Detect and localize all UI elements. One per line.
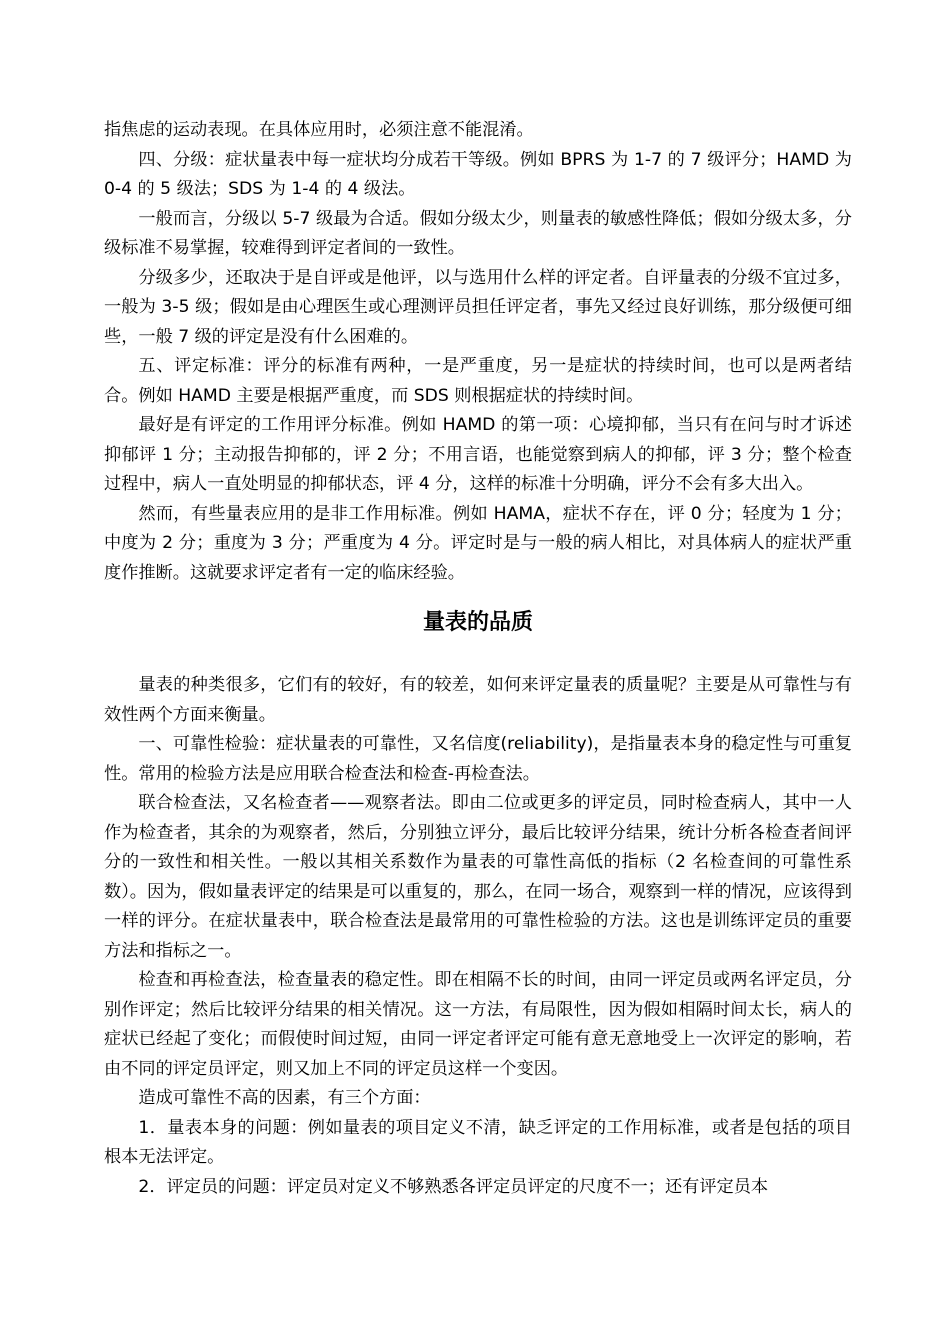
paragraph-rating-criteria: 五、评定标准：评分的标准有两种，一是严重度，另一是症状的持续时间，也可以是两者结合。例如 HAMD 主要是根据严重度，而 SDS 则根据症状的持续时间。: [104, 356, 852, 406]
paragraph-non-working-criteria: 然而，有些量表应用的是非工作用标准。例如 HAMA，症状不存在，评 0 分；轻度为 1 分；中度为 2 分；重度为 3 分；严重度为 4 分。评定时是与一般的病人相比，对具体病人的症状严重度作推断。这就要求评定者有一定的临床经验。: [104, 503, 852, 583]
paragraph-working-criteria: 最好是有评定的工作用评分标准。例如 HAMD 的第一项：心境抑郁，当只有在问与时才诉述抑郁评 1 分；主动报告抑郁的，评 2 分；不用言语，也能觉察到病人的抑郁，评 3 分；整个检查过程中，病人一直处明显的抑郁状态，评 4 分，这样的标准十分明确，评分不会有多大出入。: [104, 415, 852, 494]
paragraph-quality-intro: 量表的种类很多，它们有的较好，有的较差，如何来评定量表的质量呢？主要是从可靠性与有效性两个方面来衡量。: [104, 675, 852, 725]
paragraph-grading: 四、分级：症状量表中每一症状均分成若干等级。例如 BPRS 为 1-7 的 7 级评分；HAMD 为 0-4 的 5 级法；SDS 为 1-4 的 4 级法。: [104, 149, 852, 199]
paragraph-reliability-factors: 造成可靠性不高的因素，有三个方面：: [138, 1088, 431, 1108]
paragraph-continuation: 指焦虑的运动表现。在具体应用时，必须注意不能混淆。: [104, 120, 534, 140]
list-item-rater-issues: 2．评定员的问题：评定员对定义不够熟悉各评定员评定的尺度不一；还有评定员本: [138, 1176, 769, 1197]
paragraph-test-retest: 检查和再检查法，检查量表的稳定性。即在相隔不长的时间，由同一评定员或两名评定员，分别作评定；然后比较评分结果的相关情况。这一方法，有局限性，因为假如相隔时间太长，病人的症状已经起了变化；而假使时间过短，由同一评定者评定可能有意无意地受上一次评定的影响，若由不同的评定员评定，则又加上不同的评定员这样一个变因。: [104, 970, 852, 1079]
paragraph-grading-general: 一般而言，分级以 5-7 级最为合适。假如分级太少，则量表的敏感性降低；假如分级太多，分级标准不易掌握，较难得到评定者间的一致性。: [104, 208, 852, 258]
paragraph-grading-count: 分级多少，还取决于是自评或是他评，以与选用什么样的评定者。自评量表的分级不宜过多，一般为 3-5 级；假如是由心理医生或心理测评员担任评定者，事先又经过良好训练，那分级便可细些，一般 7 级的评定是没有什么困难的。: [104, 267, 852, 347]
list-item-scale-issues: 1．量表本身的问题：例如量表的项目定义不清，缺乏评定的工作用标准，或者是包括的项目根本无法评定。: [104, 1117, 852, 1167]
paragraph-joint-examination: 联合检查法，又名检查者——观察者法。即由二位或更多的评定员，同时检查病人，其中一人作为检查者，其余的为观察者，然后，分别独立评分，最后比较评分结果，统计分析各检查者间评分的一致性和相关性。一般以其相关系数作为量表的可靠性高低的指标（2 名检查间的可靠性系数）。因为，假如量表评定的结果是可以重复的，那么，在同一场合，观察到一样的情况，应该得到一样的评分。在症状量表中，联合检查法是最常用的可靠性检验的方法。这也是训练评定员的重要方法和指标之一。: [104, 793, 852, 961]
paragraph-reliability: 一、可靠性检验：症状量表的可靠性，又名信度(reliability)，是指量表本身的稳定性与可重复性。常用的检验方法是应用联合检查法和检查-再检查法。: [104, 734, 852, 784]
section-title: 量表的品质: [422, 610, 533, 635]
document-body: [104, 116, 852, 1202]
